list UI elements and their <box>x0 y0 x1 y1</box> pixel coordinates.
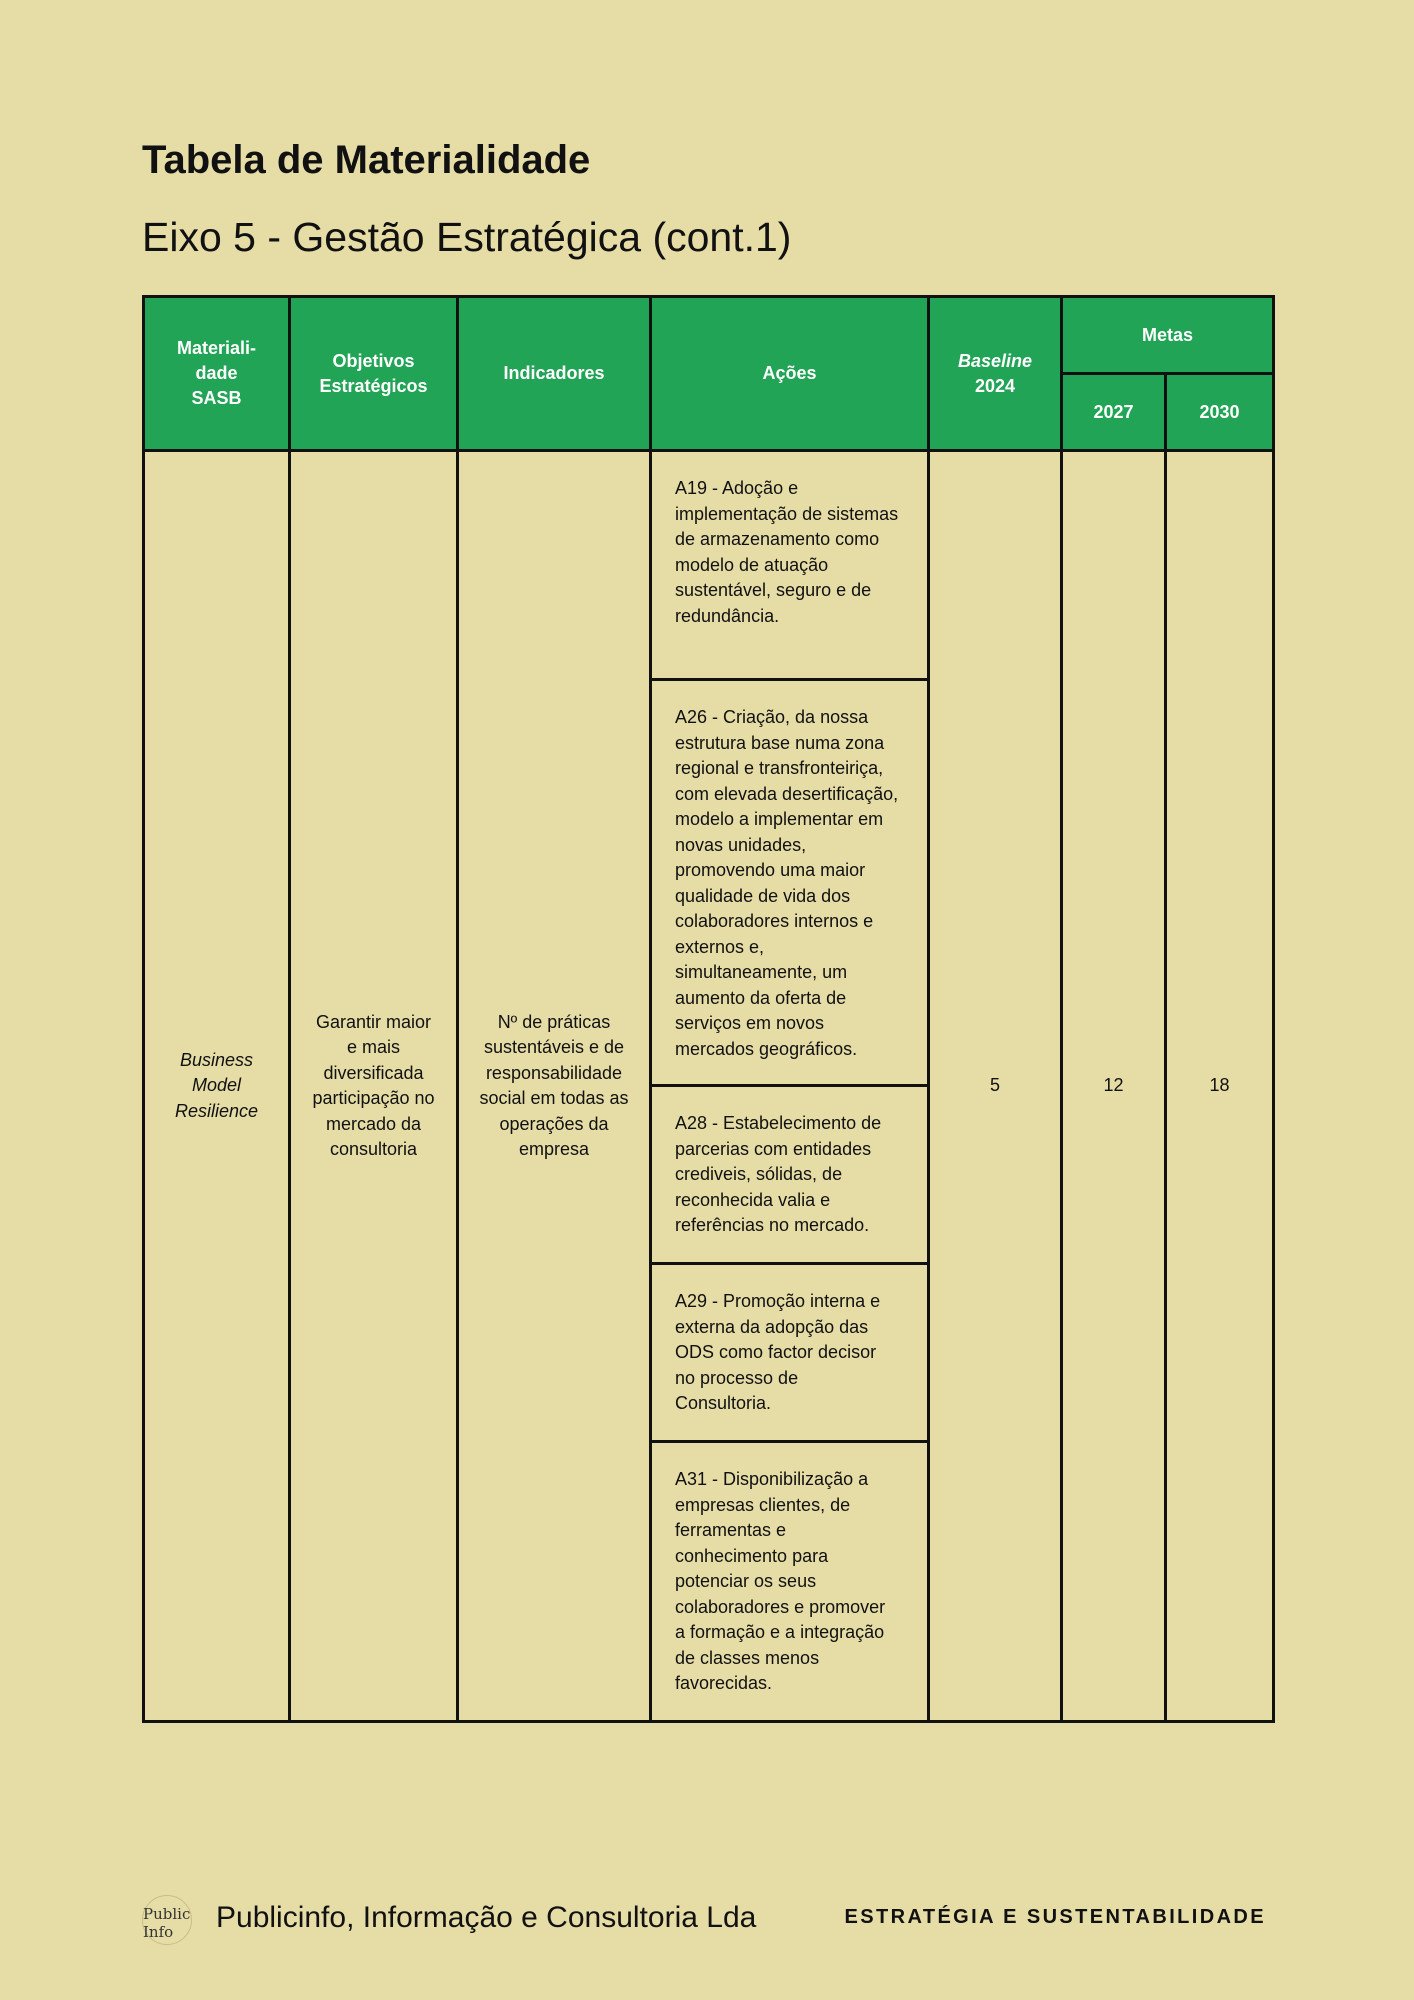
logo-line-1: Public <box>143 1905 191 1923</box>
cell-acao-a31 <box>651 1442 929 1722</box>
header-materialidade <box>144 297 290 451</box>
acao-text: A31 - Disponibilização a empresas clientes, de ferramentas e conhecimento para potenciar os seus colaboradores e promover a formação e a integração de classes menos favorecidas. <box>675 1469 886 1693</box>
header-metas-label: Metas <box>1141 324 1194 345</box>
header-indicadores <box>458 297 651 451</box>
cell-objetivo <box>290 451 458 1722</box>
footer-company-name: Publicinfo, Informação e Consultoria Lda <box>216 1901 757 1934</box>
cell-acao-a26 <box>651 680 929 1086</box>
baseline-value: 5 <box>989 1075 1000 1096</box>
header-baseline <box>929 297 1062 451</box>
page-title: Tabela de Materialidade <box>142 138 591 182</box>
header-baseline-word: Baseline <box>957 350 1033 371</box>
materiality-table <box>142 295 1275 1723</box>
acao-text: A19 - Adoção e implementação de sistemas de armazenamento como modelo de atuação sustentável, seguro e de redundância. <box>675 478 899 626</box>
meta-2030-value: 18 <box>1209 1075 1230 1096</box>
meta-2027-value: 12 <box>1103 1075 1124 1096</box>
acao-text: A28 - Estabelecimento de parcerias com entidades crediveis, sólidas, de reconhecida valia e referências no mercado. <box>675 1113 882 1235</box>
header-acoes <box>651 297 929 451</box>
publicinfo-logo <box>140 1893 194 1947</box>
header-objetivos-label: Objetivos Estratégicos <box>319 350 428 396</box>
header-materialidade-label: Materiali- dade SASB <box>176 338 257 408</box>
footer-section-title: ESTRATÉGIA E SUSTENTABILIDADE <box>844 1906 1266 1928</box>
cell-baseline <box>929 451 1062 1722</box>
indicador-value: Nº de práticas sustentáveis e de responsabilidade social em todas as operações da empresa <box>479 1011 629 1159</box>
header-objetivos <box>290 297 458 451</box>
table-row <box>144 451 1274 680</box>
cell-acao-a19 <box>651 451 929 680</box>
cell-acao-a28 <box>651 1086 929 1264</box>
header-meta-2027 <box>1062 374 1166 451</box>
header-baseline-year: 2024 <box>974 375 1016 396</box>
cell-meta-2027 <box>1062 451 1166 1722</box>
page-subtitle: Eixo 5 - Gestão Estratégica (cont.1) <box>142 214 792 260</box>
materialidade-value: Business Model Resilience <box>174 1049 259 1121</box>
header-metas <box>1062 297 1274 374</box>
objetivo-value: Garantir maior e mais diversificada participação no mercado da consultoria <box>312 1011 435 1159</box>
header-indicadores-label: Indicadores <box>503 363 605 383</box>
acao-text: A29 - Promoção interna e externa da adopção das ODS como factor decisor no processo de Consultoria. <box>675 1291 881 1413</box>
header-meta-2030-label: 2030 <box>1199 401 1240 422</box>
cell-acao-a29 <box>651 1264 929 1442</box>
logo-line-2: Info <box>143 1923 174 1941</box>
header-acoes-label: Ações <box>762 363 817 383</box>
cell-indicador <box>458 451 651 1722</box>
header-meta-2027-label: 2027 <box>1093 401 1134 422</box>
cell-materialidade <box>144 451 290 1722</box>
cell-meta-2030 <box>1166 451 1274 1722</box>
header-meta-2030 <box>1166 374 1274 451</box>
acao-text: A26 - Criação, da nossa estrutura base numa zona regional e transfronteiriça, com elevada desertificação, modelo a implementar em novas unidades, promovendo uma maior qualidade de vida dos colaboradores internos e externos e, simultaneamente, um aumento da oferta de serviços em novos mercados geográficos. <box>675 707 899 1059</box>
